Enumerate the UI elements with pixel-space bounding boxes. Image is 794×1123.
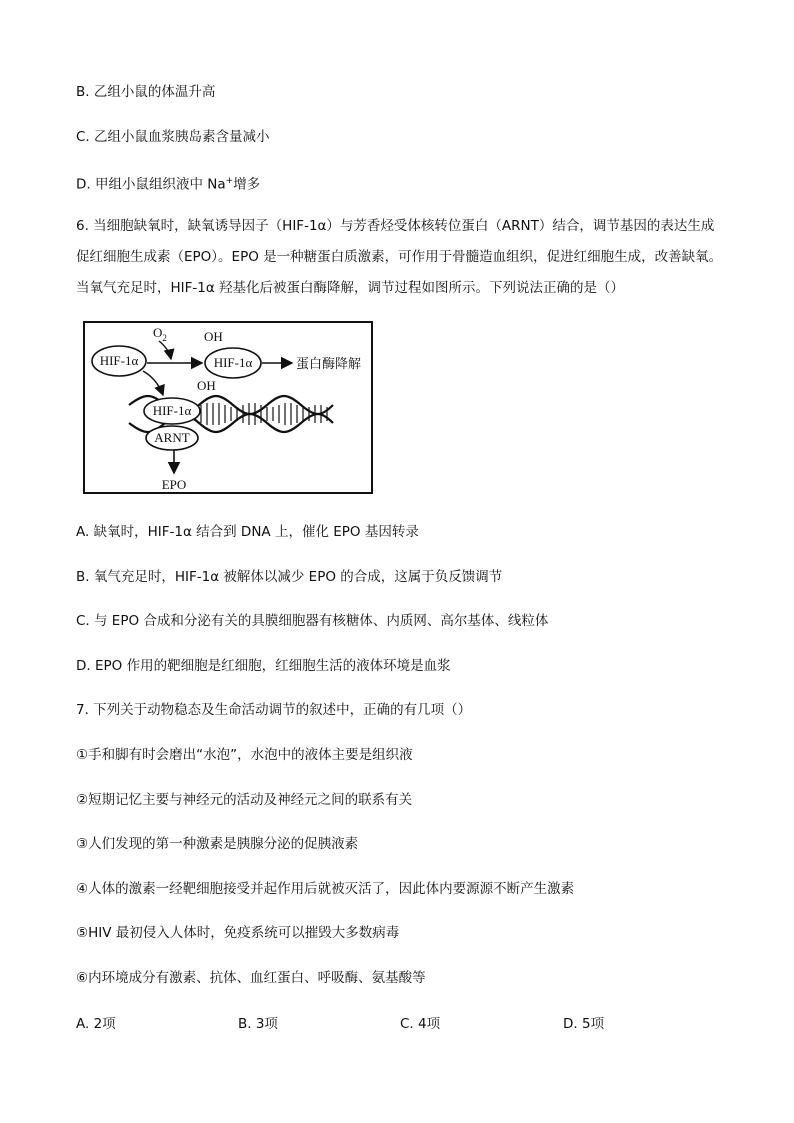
q7-item-5: ⑤HIV 最初侵入人体时，免疫系统可以摧毁大多数病毒 [76, 925, 400, 941]
hif-regulation-diagram [83, 321, 373, 494]
q7-options [76, 1012, 676, 1032]
q6-option-b: B. 氧气充足时，HIF-1α 被解体以减少 EPO 的合成，这属于负反馈调节 [76, 569, 503, 585]
hif-right-label: HIF-1α [213, 355, 253, 370]
q7-item-1: ①手和脚有时会磨出“水泡”，水泡中的液体主要是组织液 [76, 747, 413, 763]
q5-option-c: C. 乙组小鼠血浆胰岛素含量减小 [76, 129, 270, 145]
epo-label: EPO [161, 477, 187, 492]
hif-dna-label: HIF-1α [152, 403, 192, 418]
binding-arrow [143, 371, 163, 395]
q5-option-d-superscript: + [225, 176, 234, 186]
q6-option-a: A. 缺氧时，HIF-1α 结合到 DNA 上，催化 EPO 基因转录 [76, 524, 419, 540]
q6-option-c: C. 与 EPO 合成和分泌有关的具膜细胞器有核糖体、内质网、高尔基体、线粒体 [76, 613, 549, 629]
oh-top-label: OH [204, 329, 223, 344]
oxygen-label: $O_2$ [153, 325, 167, 343]
q7-option-a: A. 2项 [76, 1016, 116, 1032]
q5-option-b: B. 乙组小鼠的体温升高 [76, 84, 216, 100]
degradation-label: 蛋白酶降解 [296, 357, 362, 372]
q6-option-d: D. EPO 作用的靶细胞是红细胞，红细胞生活的液体环境是血浆 [76, 658, 451, 674]
diagram-canvas [85, 323, 375, 496]
q6-stem: 6. 当细胞缺氧时，缺氧诱导因子（HIF-1α）与芳香烃受体核转位蛋白（ARNT）结合，调节基因的表达生成促红细胞生成素（EPO）。EPO 是一种糖蛋白质激素，可作用于骨髓造血组织，促进红细胞生成，改善缺氧。当氧气充足时，HIF-1α 羟基化后被蛋白酶降解，调节过程如图所示。下列说法正确的是（） [76, 218, 723, 296]
q5-option-d-text: D. 甲组小鼠组织液中 Na [76, 176, 226, 193]
q7-stem: 7. 下列关于动物稳态及生命活动调节的叙述中，正确的有几项（） [76, 702, 472, 718]
oh-bottom-label: OH [197, 378, 216, 393]
q7-item-3: ③人们发现的第一种激素是胰腺分泌的促胰液素 [76, 836, 359, 852]
oxygen-arrow [159, 341, 171, 359]
arnt-label: ARNT [154, 430, 190, 445]
hif-left-label: HIF-1α [99, 353, 139, 368]
q7-option-d: D. 5项 [563, 1016, 605, 1032]
q7-item-2: ②短期记忆主要与神经元的活动及神经元之间的联系有关 [76, 792, 413, 808]
q7-option-b: B. 3项 [238, 1016, 278, 1032]
q7-item-4: ④人体的激素一经靶细胞接受并起作用后就被灭活了，因此体内要源源不断产生激素 [76, 881, 575, 897]
q5-option-d-tail: 增多 [233, 176, 261, 193]
q5-option-d [76, 171, 260, 195]
q7-option-c: C. 4项 [400, 1016, 441, 1032]
q7-item-6: ⑥内环境成分有激素、抗体、血红蛋白、呼吸酶、氨基酸等 [76, 970, 426, 986]
